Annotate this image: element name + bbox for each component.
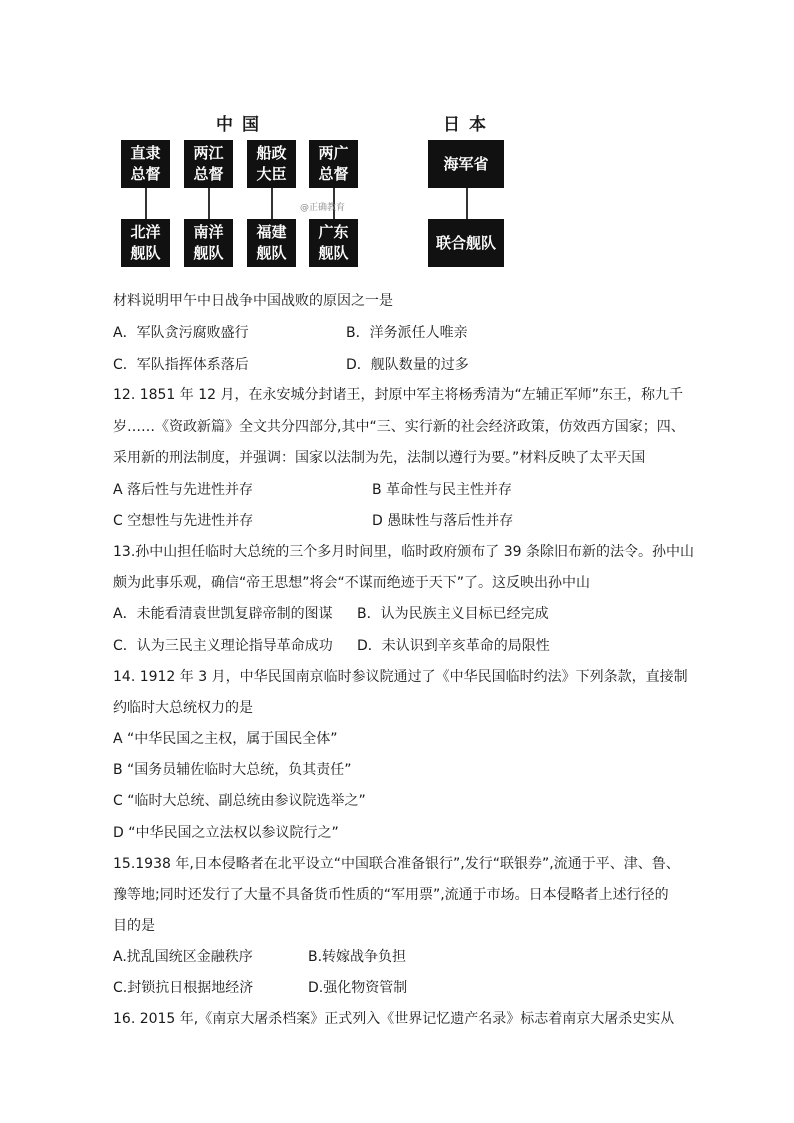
japan-top-box: 海军省: [428, 140, 504, 188]
q14-option-a: A “中华民国之主权，属于国民全体”: [113, 731, 338, 747]
q11-option-b: B．洋务派任人唯亲: [346, 325, 468, 341]
q13-option-a: A．未能看清袁世凯复辟帝制的图谋: [113, 606, 333, 622]
q15-line-3: 目的是: [113, 918, 155, 934]
q11-option-c: C．军队指挥体系落后: [113, 357, 249, 373]
connector: [208, 188, 210, 219]
command-structure-diagram: [0, 0, 794, 280]
china-top-box-1: 直隶 总督: [121, 140, 170, 188]
connector: [145, 188, 147, 219]
q13-option-d: D．未认识到辛亥革命的局限性: [357, 638, 550, 654]
watermark: @正确教育: [300, 203, 346, 213]
china-top-box-3: 船政 大臣: [247, 140, 296, 188]
q13-line-2: 颇为此事乐观，确信“帝王思想”将会“不谋而绝迹于天下”了。这反映出孙中山: [113, 575, 591, 591]
q15-line-1: 15.1938 年,日本侵略者在北平设立“中国联合准备银行”,发行“联银券”,流通于平、津、鲁、: [113, 856, 680, 872]
q12-line-1: 12. 1851 年 12 月，在永安城分封诸王，封原中军主将杨秀清为“左辅正军师”东王，称九千: [113, 387, 684, 403]
china-bottom-box-2: 南洋 舰队: [184, 219, 233, 267]
q14-line-1: 14. 1912 年 3 月，中华民国南京临时参议院通过了《中华民国临时约法》下列条款，直接制: [113, 669, 688, 685]
q12-option-b: B 革命性与民主性并存: [372, 482, 513, 498]
q13-option-b: B．认为民族主义目标已经完成: [357, 606, 549, 622]
japan-title: 日本: [443, 115, 495, 135]
q14-option-c: C “临时大总统、副总统由参议院选举之”: [113, 793, 366, 809]
q13-option-c: C．认为三民主义理论指导革命成功: [113, 638, 333, 654]
q12-option-d: D 愚昧性与落后性并存: [372, 513, 514, 529]
q11-option-a: A．军队贪污腐败盛行: [113, 325, 249, 341]
q15-line-2: 豫等地;同时还发行了大量不具备货币性质的“军用票”,流通于市场。日本侵略者上述行径的: [113, 887, 669, 903]
china-bottom-box-3: 福建 舰队: [247, 219, 296, 267]
connector: [466, 188, 468, 219]
q15-option-d: D.强化物资管制: [308, 980, 408, 996]
q14-line-2: 约临时大总统权力的是: [113, 700, 253, 716]
china-title: 中国: [216, 115, 268, 135]
q12-line-3: 采用新的刑法制度，并强调：国家以法制为先，法制以遵行为要。”材料反映了太平天国: [113, 450, 646, 466]
connector: [271, 188, 273, 219]
q14-option-d: D “中华民国之立法权以参议院行之”: [113, 825, 339, 841]
china-top-box-4: 两广 总督: [309, 140, 358, 188]
q12-option-c: C 空想性与先进性并存: [113, 513, 254, 529]
q11-stem: 材料说明甲午中日战争中国战败的原因之一是: [113, 293, 393, 309]
q15-option-a: A.扰乱国统区金融秩序: [113, 949, 253, 965]
q15-option-c: C.封锁抗日根据地经济: [113, 980, 254, 996]
japan-bottom-box: 联合舰队: [428, 219, 504, 267]
q13-line-1: 13.孙中山担任临时大总统的三个多月时间里，临时政府颁布了 39 条除旧布新的法令。孙中山: [113, 544, 694, 560]
q11-option-d: D．舰队数量的过多: [346, 357, 469, 373]
china-bottom-box-4: 广东 舰队: [309, 219, 358, 267]
q14-option-b: B “国务员辅佐临时大总统，负其责任”: [113, 762, 352, 778]
q16-line-1: 16. 2015 年,《南京大屠杀档案》正式列入《世界记忆遗产名录》标志着南京大屠杀史实从: [113, 1011, 675, 1027]
q15-option-b: B.转嫁战争负担: [308, 949, 407, 965]
china-top-box-2: 两江 总督: [184, 140, 233, 188]
china-bottom-box-1: 北洋 舰队: [121, 219, 170, 267]
q12-line-2: 岁……《资政新篇》全文共分四部分,其中“三、实行新的社会经济政策，仿效西方国家；四、: [113, 419, 685, 435]
q12-option-a: A 落后性与先进性并存: [113, 482, 254, 498]
